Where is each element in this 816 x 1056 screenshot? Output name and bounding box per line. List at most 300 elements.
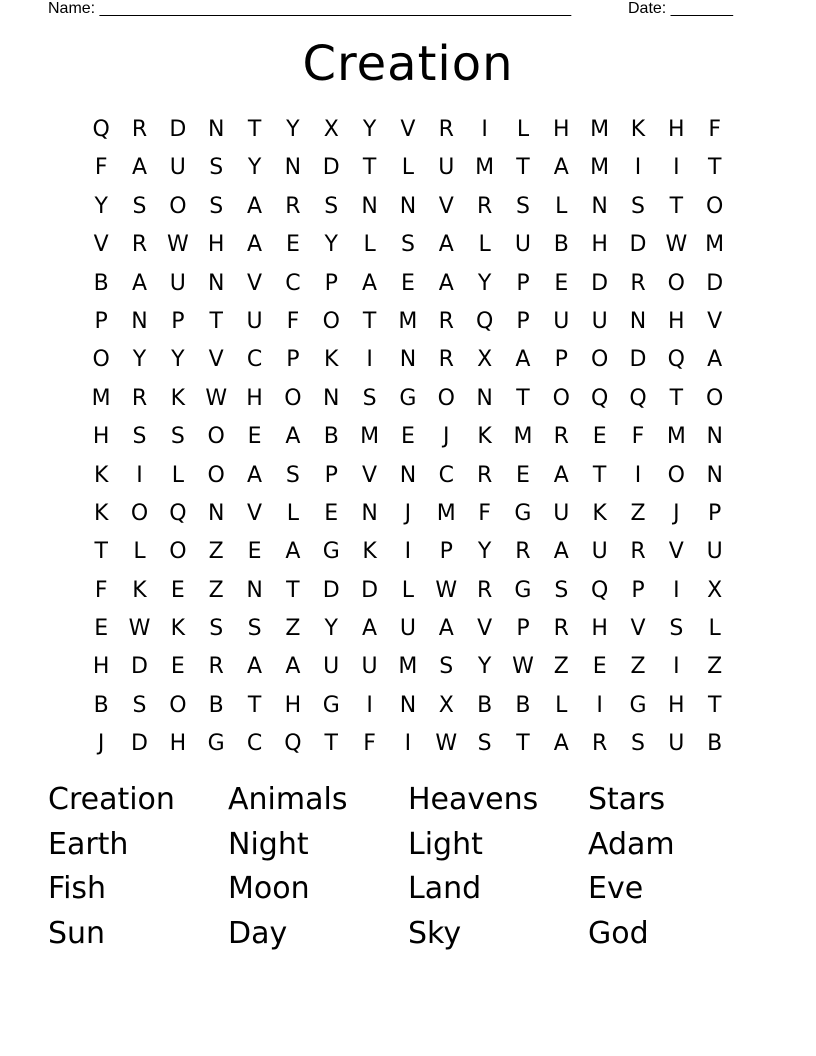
grid-letter: A (515, 347, 531, 373)
grid-letter: D (322, 155, 340, 181)
grid-letter: W (435, 731, 458, 757)
grid-letter: Y (477, 270, 492, 296)
grid-letter: D (591, 270, 609, 296)
grid-row (82, 265, 734, 303)
grid-letter: T (669, 193, 684, 219)
grid-letter: A (131, 270, 148, 296)
grid-letter: I (366, 347, 373, 373)
grid-letter: Z (630, 500, 646, 526)
grid-letter: F (478, 500, 491, 526)
grid-letter: B (93, 692, 109, 718)
grid-letter: O (667, 270, 685, 296)
grid-letter: E (285, 232, 300, 258)
grid-letter: M (666, 424, 686, 450)
grid-letter: P (708, 500, 722, 526)
grid-letter: V (247, 500, 263, 526)
grid-letter: Z (208, 577, 224, 603)
grid-letter: E (247, 539, 262, 565)
grid-letter: N (399, 692, 417, 718)
grid-letter: A (553, 462, 569, 488)
grid-letter: O (322, 308, 340, 334)
grid-letter: N (131, 308, 148, 334)
grid-letter: Y (132, 347, 147, 373)
grid-letter: A (553, 731, 569, 757)
grid-letter: N (207, 270, 225, 296)
grid-letter: Q (92, 117, 110, 142)
grid-letter: N (706, 424, 723, 450)
grid-letter: T (669, 385, 684, 411)
grid-letter: T (707, 692, 722, 718)
grid-letter: R (131, 232, 148, 258)
grid-letter: S (132, 692, 147, 718)
grid-letter: I (136, 462, 143, 488)
grid-letter: N (629, 308, 647, 334)
grid-letter: A (362, 270, 378, 296)
grid-letter: E (400, 424, 415, 450)
grid-letter: M (360, 424, 380, 450)
word-bank-row (48, 823, 768, 868)
grid-letter: Y (324, 232, 338, 258)
grid-letter: N (399, 347, 417, 373)
grid-letter: P (516, 308, 530, 334)
grid-letter: F (363, 731, 376, 757)
grid-letter: H (591, 616, 608, 642)
grid-letter: F (631, 424, 645, 450)
grid-letter: T (707, 155, 722, 181)
grid-letter: S (669, 616, 684, 642)
grid-letter: L (401, 577, 415, 603)
grid-letter: L (401, 155, 415, 181)
grid-letter: W (128, 616, 151, 642)
grid-letter: P (94, 308, 108, 334)
grid-row (82, 380, 734, 418)
grid-letter: Y (286, 117, 300, 142)
grid-letter: K (477, 424, 492, 450)
grid-letter: E (324, 500, 339, 526)
grid-letter: I (596, 692, 603, 718)
grid-letter: U (706, 539, 723, 565)
grid-letter: Q (475, 308, 494, 334)
grid-letter: C (246, 731, 263, 757)
grid-letter: W (166, 232, 189, 258)
letter-grid (82, 111, 734, 764)
grid-letter: T (516, 385, 530, 411)
grid-letter: X (707, 577, 723, 603)
word-bank-row (48, 867, 768, 912)
grid-letter: R (438, 347, 454, 373)
grid-letter: A (285, 654, 301, 680)
grid-letter: N (476, 385, 493, 411)
grid-letter: N (399, 193, 417, 219)
grid-letter: O (130, 500, 149, 526)
grid-letter: Y (247, 155, 262, 181)
grid-letter: F (708, 117, 721, 142)
grid-letter: Q (629, 385, 647, 411)
grid-letter: L (708, 616, 721, 642)
grid-letter: S (247, 616, 262, 642)
grid-letter: R (285, 193, 301, 219)
grid-letter: A (247, 654, 263, 680)
grid-letter: V (362, 462, 378, 488)
grid-letter: B (515, 692, 531, 718)
grid-letter: C (285, 270, 301, 296)
grid-letter: P (286, 347, 300, 373)
grid-row (82, 457, 734, 495)
grid-letter: L (133, 539, 146, 565)
grid-letter: T (324, 731, 338, 757)
grid-letter: Z (553, 654, 569, 680)
grid-letter: D (131, 654, 148, 680)
grid-letter: Z (285, 616, 301, 642)
word-bank-item: Light (408, 826, 483, 862)
grid-letter: M (436, 500, 456, 526)
grid-letter: A (553, 155, 569, 181)
grid-letter: C (438, 462, 454, 488)
word-bank-item: Day (228, 916, 288, 952)
grid-letter: D (706, 270, 724, 296)
grid-row (82, 341, 734, 379)
grid-letter: H (553, 117, 570, 142)
grid-letter: T (516, 731, 530, 757)
grid-letter: K (170, 385, 186, 411)
grid-letter: K (170, 616, 186, 642)
grid-letter: A (247, 462, 263, 488)
grid-letter: L (516, 117, 530, 142)
grid-letter: D (322, 577, 340, 603)
word-bank-item: Earth (48, 826, 129, 862)
grid-letter: I (673, 577, 680, 603)
grid-letter: V (247, 270, 263, 296)
grid-letter: A (362, 616, 378, 642)
grid-letter: U (399, 616, 416, 642)
grid-letter: B (707, 731, 723, 757)
grid-letter: H (92, 424, 110, 450)
grid-letter: R (553, 616, 569, 642)
grid-letter: U (169, 155, 186, 181)
grid-letter: H (591, 232, 608, 258)
grid-letter: V (438, 193, 454, 219)
grid-letter: K (324, 347, 339, 373)
grid-letter: P (516, 616, 530, 642)
grid-letter: W (512, 654, 534, 680)
grid-letter: L (363, 232, 376, 258)
grid-letter: R (438, 117, 454, 142)
grid-row (82, 725, 734, 763)
grid-letter: R (131, 385, 148, 411)
grid-letter: E (170, 654, 185, 680)
grid-letter: U (246, 308, 263, 334)
grid-letter: O (590, 347, 609, 373)
grid-letter: Y (477, 654, 492, 680)
name-field-label: Name: _____________________________________________________ (48, 0, 572, 17)
grid-letter: T (592, 462, 607, 488)
grid-letter: K (93, 500, 109, 526)
grid-letter: E (400, 270, 415, 296)
worksheet-header (48, 0, 748, 20)
grid-letter: R (630, 539, 646, 565)
grid-letter: Q (169, 500, 187, 526)
grid-letter: H (246, 385, 263, 411)
grid-letter: Y (324, 616, 338, 642)
grid-letter: T (94, 539, 108, 565)
grid-letter: A (247, 193, 263, 219)
grid-letter: O (92, 347, 110, 373)
grid-letter: S (170, 424, 185, 450)
grid-row (82, 572, 734, 610)
grid-letter: O (552, 385, 570, 411)
grid-row (82, 303, 734, 341)
grid-letter: U (591, 308, 608, 334)
grid-letter: E (170, 577, 185, 603)
grid-letter: P (516, 270, 530, 296)
grid-letter: R (476, 462, 493, 488)
grid-letter: Z (208, 539, 224, 565)
grid-letter: D (629, 232, 647, 258)
grid-letter: N (207, 500, 225, 526)
grid-letter: V (630, 616, 646, 642)
grid-letter: L (286, 500, 300, 526)
grid-letter: I (366, 692, 373, 718)
grid-letter: X (438, 692, 454, 718)
grid-letter: P (439, 539, 453, 565)
grid-letter: F (94, 155, 108, 181)
grid-row (82, 610, 734, 648)
grid-letter: Y (477, 539, 492, 565)
grid-row (82, 648, 734, 686)
grid-letter: E (94, 616, 109, 642)
grid-letter: M (398, 654, 418, 680)
grid-letter: V (400, 117, 416, 142)
word-bank-item: Eve (588, 871, 644, 907)
grid-letter: A (553, 539, 569, 565)
grid-letter: S (209, 616, 224, 642)
grid-letter: N (284, 155, 302, 181)
grid-letter: S (209, 193, 224, 219)
grid-letter: S (477, 731, 492, 757)
grid-letter: Y (171, 347, 185, 373)
grid-letter: T (209, 308, 223, 334)
grid-letter: G (207, 731, 225, 757)
grid-letter: K (592, 500, 607, 526)
grid-letter: S (515, 193, 530, 219)
grid-letter: S (400, 232, 415, 258)
grid-letter: M (398, 308, 418, 334)
grid-letter: T (362, 155, 377, 181)
grid-letter: M (513, 424, 533, 450)
grid-letter: B (477, 692, 493, 718)
grid-letter: N (323, 385, 340, 411)
grid-letter: H (668, 117, 685, 142)
grid-letter: H (668, 308, 685, 334)
grid-letter: U (514, 232, 531, 258)
grid-letter: S (132, 424, 147, 450)
grid-letter: R (515, 539, 531, 565)
grid-letter: V (93, 232, 109, 258)
grid-letter: U (553, 308, 570, 334)
grid-letter: L (171, 462, 184, 488)
grid-letter: A (438, 270, 454, 296)
word-bank-item: Sky (408, 916, 462, 952)
grid-letter: E (516, 462, 530, 488)
grid-letter: S (362, 385, 377, 411)
grid-letter: N (591, 193, 608, 219)
grid-letter: J (404, 500, 412, 526)
grid-letter: D (361, 577, 379, 603)
grid-letter: R (553, 424, 569, 450)
grid-letter: D (131, 731, 148, 757)
word-bank-item: Night (228, 826, 309, 862)
word-bank-item: Sun (48, 916, 106, 952)
grid-letter: P (554, 347, 568, 373)
grid-letter: I (404, 731, 412, 757)
grid-letter: K (132, 577, 147, 603)
grid-letter: U (668, 731, 685, 757)
grid-letter: N (706, 462, 723, 488)
grid-letter: M (705, 232, 725, 258)
word-bank-item: Adam (588, 826, 675, 862)
grid-letter: A (438, 232, 454, 258)
word-bank-item: Land (408, 871, 482, 907)
grid-letter: P (631, 577, 645, 603)
grid-letter: B (208, 692, 224, 718)
grid-letter: F (94, 577, 108, 603)
grid-letter: U (591, 539, 608, 565)
grid-letter: N (361, 500, 378, 526)
grid-letter: S (554, 577, 569, 603)
grid-letter: O (207, 462, 225, 488)
grid-letter: K (630, 117, 646, 142)
grid-letter: W (435, 577, 458, 603)
grid-letter: A (131, 155, 148, 181)
grid-letter: G (322, 539, 340, 565)
grid-letter: O (706, 385, 724, 411)
grid-letter: T (247, 692, 262, 718)
word-bank (48, 778, 768, 957)
grid-letter: W (205, 385, 228, 411)
grid-letter: T (247, 117, 262, 142)
grid-letter: R (208, 654, 224, 680)
grid-letter: V (477, 616, 493, 642)
grid-letter: O (667, 462, 685, 488)
grid-letter: E (554, 270, 569, 296)
grid-letter: Q (590, 577, 609, 603)
grid-row (82, 111, 734, 149)
grid-letter: O (706, 193, 724, 219)
grid-letter: H (169, 731, 187, 757)
grid-letter: B (553, 232, 569, 258)
grid-letter: Y (362, 117, 377, 142)
word-bank-item: Moon (228, 871, 310, 907)
grid-letter: O (207, 424, 225, 450)
date-field-label: Date: _______ (628, 0, 733, 17)
grid-letter: O (169, 193, 187, 219)
grid-letter: N (207, 117, 225, 142)
grid-letter: L (478, 232, 491, 258)
grid-letter: A (285, 424, 301, 450)
grid-letter: I (634, 155, 642, 181)
grid-letter: R (476, 577, 493, 603)
grid-letter: V (707, 308, 723, 334)
grid-letter: G (629, 692, 647, 718)
grid-letter: J (673, 500, 680, 526)
grid-letter: Q (667, 347, 685, 373)
grid-letter: H (284, 692, 302, 718)
grid-letter: M (91, 385, 111, 411)
word-bank-row (48, 778, 768, 823)
grid-letter: P (324, 270, 338, 296)
grid-letter: O (169, 692, 187, 718)
grid-letter: T (516, 155, 530, 181)
grid-letter: Z (707, 654, 723, 680)
grid-letter: K (93, 462, 109, 488)
grid-letter: O (284, 385, 302, 411)
grid-row (82, 418, 734, 456)
grid-letter: G (322, 692, 340, 718)
grid-row (82, 149, 734, 187)
grid-letter: O (437, 385, 455, 411)
grid-letter: C (246, 347, 263, 373)
grid-letter: P (324, 462, 338, 488)
grid-letter: A (247, 232, 263, 258)
grid-letter: R (438, 308, 454, 334)
grid-letter: R (476, 193, 493, 219)
grid-letter: S (631, 731, 645, 757)
grid-letter: J (443, 424, 450, 450)
grid-letter: G (514, 500, 532, 526)
grid-letter: U (169, 270, 186, 296)
grid-letter: A (438, 616, 454, 642)
grid-letter: M (475, 155, 495, 181)
grid-letter: R (591, 731, 608, 757)
grid-letter: U (438, 155, 455, 181)
grid-letter: I (673, 654, 680, 680)
word-bank-item: Stars (588, 782, 666, 817)
grid-letter: H (92, 654, 110, 680)
grid-letter: S (324, 193, 339, 219)
grid-letter: H (207, 232, 225, 258)
grid-letter: S (631, 193, 645, 219)
grid-letter: S (132, 193, 147, 219)
grid-row (82, 188, 734, 226)
grid-letter: E (247, 424, 262, 450)
grid-letter: S (439, 654, 454, 680)
word-bank-item: Animals (228, 782, 348, 817)
grid-letter: Q (590, 385, 609, 411)
grid-letter: E (592, 654, 607, 680)
grid-letter: K (362, 539, 377, 565)
grid-letter: L (555, 193, 568, 219)
word-bank-item: Heavens (408, 782, 539, 817)
word-bank-row (48, 912, 768, 957)
grid-letter: G (514, 577, 532, 603)
grid-letter: U (361, 654, 378, 680)
grid-row (82, 495, 734, 533)
grid-letter: U (553, 500, 570, 526)
grid-letter: R (131, 117, 148, 142)
grid-letter: B (323, 424, 339, 450)
grid-letter: V (668, 539, 684, 565)
grid-letter: Z (630, 654, 646, 680)
grid-letter: P (171, 308, 185, 334)
grid-letter: M (590, 117, 610, 142)
grid-letter: L (555, 692, 568, 718)
word-bank-item: Creation (48, 782, 175, 817)
grid-letter: T (286, 577, 300, 603)
grid-letter: A (707, 347, 723, 373)
grid-letter: G (399, 385, 417, 411)
grid-row (82, 687, 734, 725)
grid-letter: W (665, 232, 688, 258)
